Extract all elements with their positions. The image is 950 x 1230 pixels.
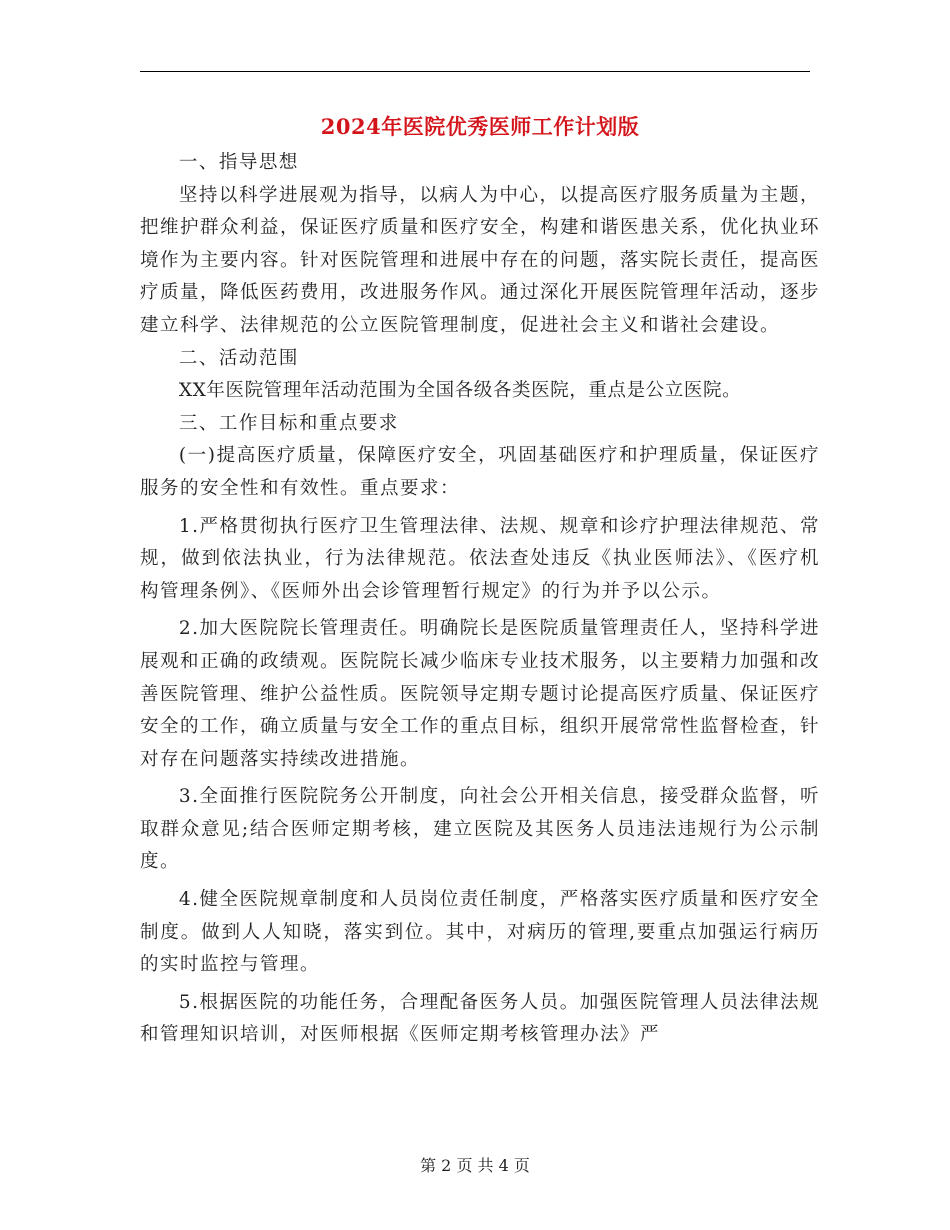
section-heading-guiding-ideology: 一、指导思想 [178,152,299,173]
paragraph-item-3: 3.全面推行医院院务公开制度，向社会公开相关信息，接受群众监督，听取群众意见;结合医师定期考核，建立医院及其医务人员违法违规行为公示制度。 [140,786,820,873]
paragraph-subsection-one: (一)提高医疗质量，保障医疗安全，巩固基础医疗和护理质量，保证医疗服务的安全性和有效性。重点要求： [140,445,820,499]
paragraph-item-1: 1.严格贯彻执行医疗卫生管理法律、法规、规章和诊疗护理法律规范、常规，做到依法执业，行为法律规范。依法查处违反《执业医师法》、《医疗机构管理条例》、《医师外出会诊管理暂行规定》的行为并予以公示。 [140,515,820,602]
paragraph-item-2: 2.加大医院院长管理责任。明确院长是医院质量管理责任人，坚持科学进展观和正确的政绩观。医院院长减少临床专业技术服务，以主要精力加强和改善医院管理、维护公益性质。医院领导定期专题讨论提高医疗质量、保证医疗安全的工作，确立质量与安全工作的重点目标，组织开展常常性监督检查，针对存在问题落实持续改进措施。 [140,618,821,770]
section-heading-work-goals: 三、工作目标和重点要求 [178,412,399,434]
document-title: 2024年医院优秀医师工作计划版 [320,114,640,139]
header-rule [140,71,810,72]
paragraph-activity-scope: XX年医院管理年活动范围为全国各级各类医院，重点是公立医院。 [178,380,742,402]
document-body [140,110,820,1052]
paragraph-guiding-ideology: 坚持以科学进展观为指导，以病人为中心，以提高医疗服务质量为主题，把维护群众利益，保证医疗质量和医疗安全，构建和谐医患关系，优化执业环境作为主要内容。针对医院管理和进展中存在的问题，落实院长责任，提高医疗质量，降低医药费用，改进服务作风。通过深化开展医院管理年活动，逐步建立科学、法律规范的公立医院管理制度，促进社会主义和谐社会建设。 [140,184,821,336]
paragraph-item-5: 5.根据医院的功能任务，合理配备医务人员。加强医院管理人员法律法规和管理知识培训，对医师根据《医师定期考核管理办法》严 [140,991,820,1046]
page-number-footer: 第 2 页 共 4 页 [420,1156,530,1175]
section-heading-activity-scope: 二、活动范围 [178,347,299,369]
paragraph-item-4: 4.健全医院规章制度和人员岗位责任制度，严格落实医疗质量和医疗安全制度。做到人人知晓，落实到位。其中，对病历的管理,要重点加强运行病历的实时监控与管理。 [140,889,820,976]
